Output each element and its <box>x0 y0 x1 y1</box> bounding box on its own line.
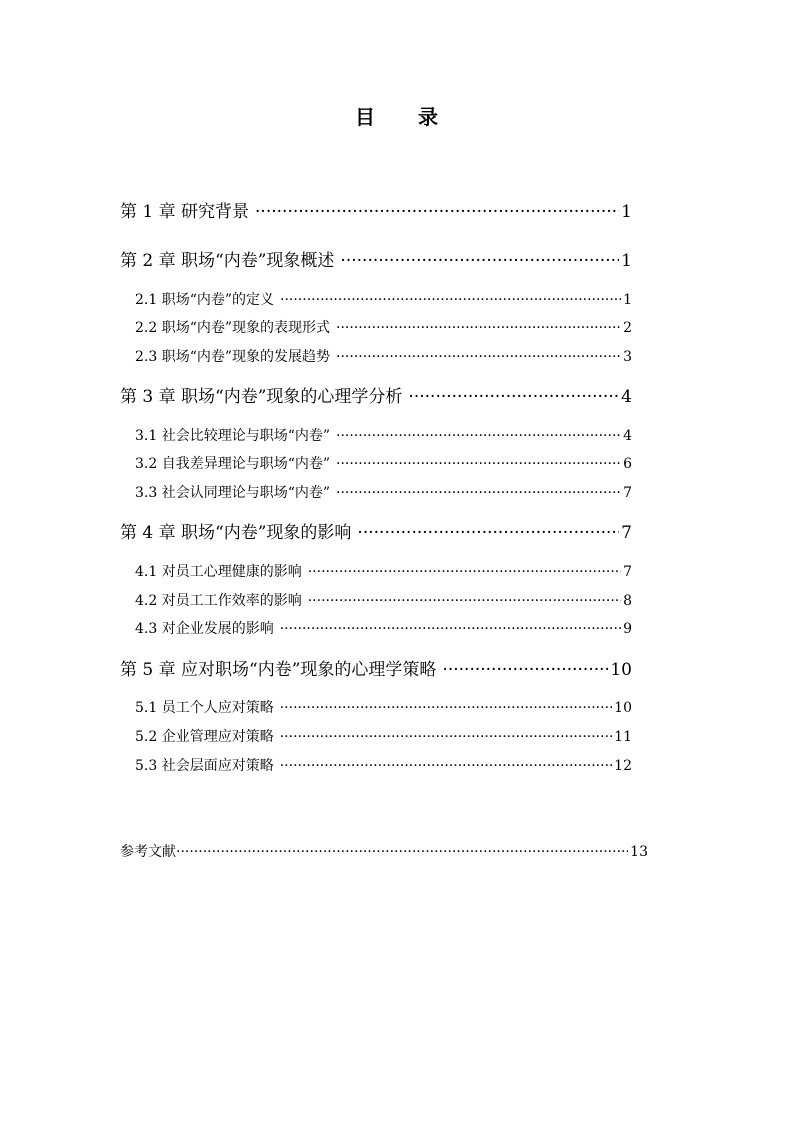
toc-section-label: 5.2 企业管理应对策略 <box>135 729 274 745</box>
toc-section-2-1[interactable] <box>135 290 632 310</box>
toc-chapter-label: 第 4 章 职场“内卷”现象的影响 <box>120 523 352 543</box>
toc-title: 目 录 <box>355 105 456 129</box>
toc-page-number: 6 <box>623 456 632 472</box>
toc-chapter-label: 第 2 章 职场“内卷”现象概述 <box>120 251 335 271</box>
toc-page-number: 1 <box>623 292 632 308</box>
toc-section-5-2[interactable] <box>135 727 632 747</box>
toc-page-number: 7 <box>621 523 632 543</box>
toc-section-label: 3.2 自我差异理论与职场“内卷” <box>135 456 331 472</box>
toc-page-number: 9 <box>623 621 632 637</box>
toc-page-number: 1 <box>621 202 632 222</box>
toc-leader-dots <box>280 727 612 747</box>
toc-section-2-3[interactable] <box>135 347 632 367</box>
toc-section-label: 2.2 职场“内卷”现象的表现形式 <box>135 320 331 336</box>
toc-section-4-1[interactable] <box>135 562 632 582</box>
toc-section-5-1[interactable] <box>135 698 632 718</box>
toc-section-4-2[interactable] <box>135 591 632 611</box>
toc-leader-dots <box>280 756 612 776</box>
toc-leader-dots <box>176 842 628 862</box>
toc-chapter-3[interactable] <box>120 385 632 409</box>
toc-leader-dots <box>280 290 621 310</box>
toc-page-number: 4 <box>623 428 632 444</box>
toc-page-number: 12 <box>614 758 632 774</box>
toc-section-5-3[interactable] <box>135 756 632 776</box>
toc-leader-dots <box>336 483 621 503</box>
toc-section-label: 4.2 对员工工作效率的影响 <box>135 593 302 609</box>
toc-section-3-3[interactable] <box>135 483 632 503</box>
toc-leader-dots <box>308 562 621 582</box>
toc-section-4-3[interactable] <box>135 619 632 639</box>
toc-chapter-2[interactable] <box>120 249 632 273</box>
toc-references-label: 参考文献 <box>120 844 176 860</box>
toc-chapter-label: 第 3 章 职场“内卷”现象的心理学分析 <box>120 387 403 407</box>
toc-section-3-1[interactable] <box>135 426 632 446</box>
toc-chapter-label: 第 5 章 应对职场“内卷”现象的心理学策略 <box>120 660 437 680</box>
toc-page-number: 1 <box>621 251 632 271</box>
toc-leader-dots <box>308 591 621 611</box>
toc-leader-dots <box>280 698 612 718</box>
toc-chapter-label: 第 1 章 研究背景 <box>120 202 250 222</box>
toc-leader-dots <box>336 318 621 338</box>
toc-section-label: 2.1 职场“内卷”的定义 <box>135 292 275 308</box>
toc-chapter-5[interactable] <box>120 658 632 682</box>
toc-leader-dots <box>336 426 621 446</box>
toc-page-number: 10 <box>614 700 632 716</box>
toc-page-number: 2 <box>623 320 632 336</box>
toc-page-number: 7 <box>623 564 632 580</box>
toc-page-number: 11 <box>614 729 632 745</box>
toc-section-2-2[interactable] <box>135 318 632 338</box>
toc-section-label: 5.3 社会层面应对策略 <box>135 758 274 774</box>
toc-leader-dots <box>340 249 619 273</box>
toc-leader-dots <box>357 521 619 545</box>
toc-leader-dots <box>408 385 619 409</box>
toc-page-number: 4 <box>621 387 632 407</box>
toc-leader-dots <box>442 658 608 682</box>
toc-leader-dots <box>336 347 621 367</box>
toc-section-label: 2.3 职场“内卷”现象的发展趋势 <box>135 349 331 365</box>
toc-page-number: 3 <box>623 349 632 365</box>
toc-section-label: 4.1 对员工心理健康的影响 <box>135 564 302 580</box>
toc-leader-dots <box>336 454 621 474</box>
toc-section-label: 3.3 社会认同理论与职场“内卷” <box>135 485 331 501</box>
toc-page-number: 10 <box>610 660 632 680</box>
toc-chapter-1[interactable] <box>120 200 632 224</box>
toc-section-label: 4.3 对企业发展的影响 <box>135 621 274 637</box>
toc-section-3-2[interactable] <box>135 454 632 474</box>
toc-section-label: 3.1 社会比较理论与职场“内卷” <box>135 428 331 444</box>
toc-page-number: 13 <box>630 844 648 860</box>
toc-leader-dots <box>280 619 621 639</box>
toc-section-label: 5.1 员工个人应对策略 <box>135 700 274 716</box>
toc-page-number: 7 <box>623 485 632 501</box>
toc-page-number: 8 <box>623 593 632 609</box>
toc-chapter-4[interactable] <box>120 521 632 545</box>
toc-references[interactable] <box>120 842 648 862</box>
toc-leader-dots <box>255 200 619 224</box>
